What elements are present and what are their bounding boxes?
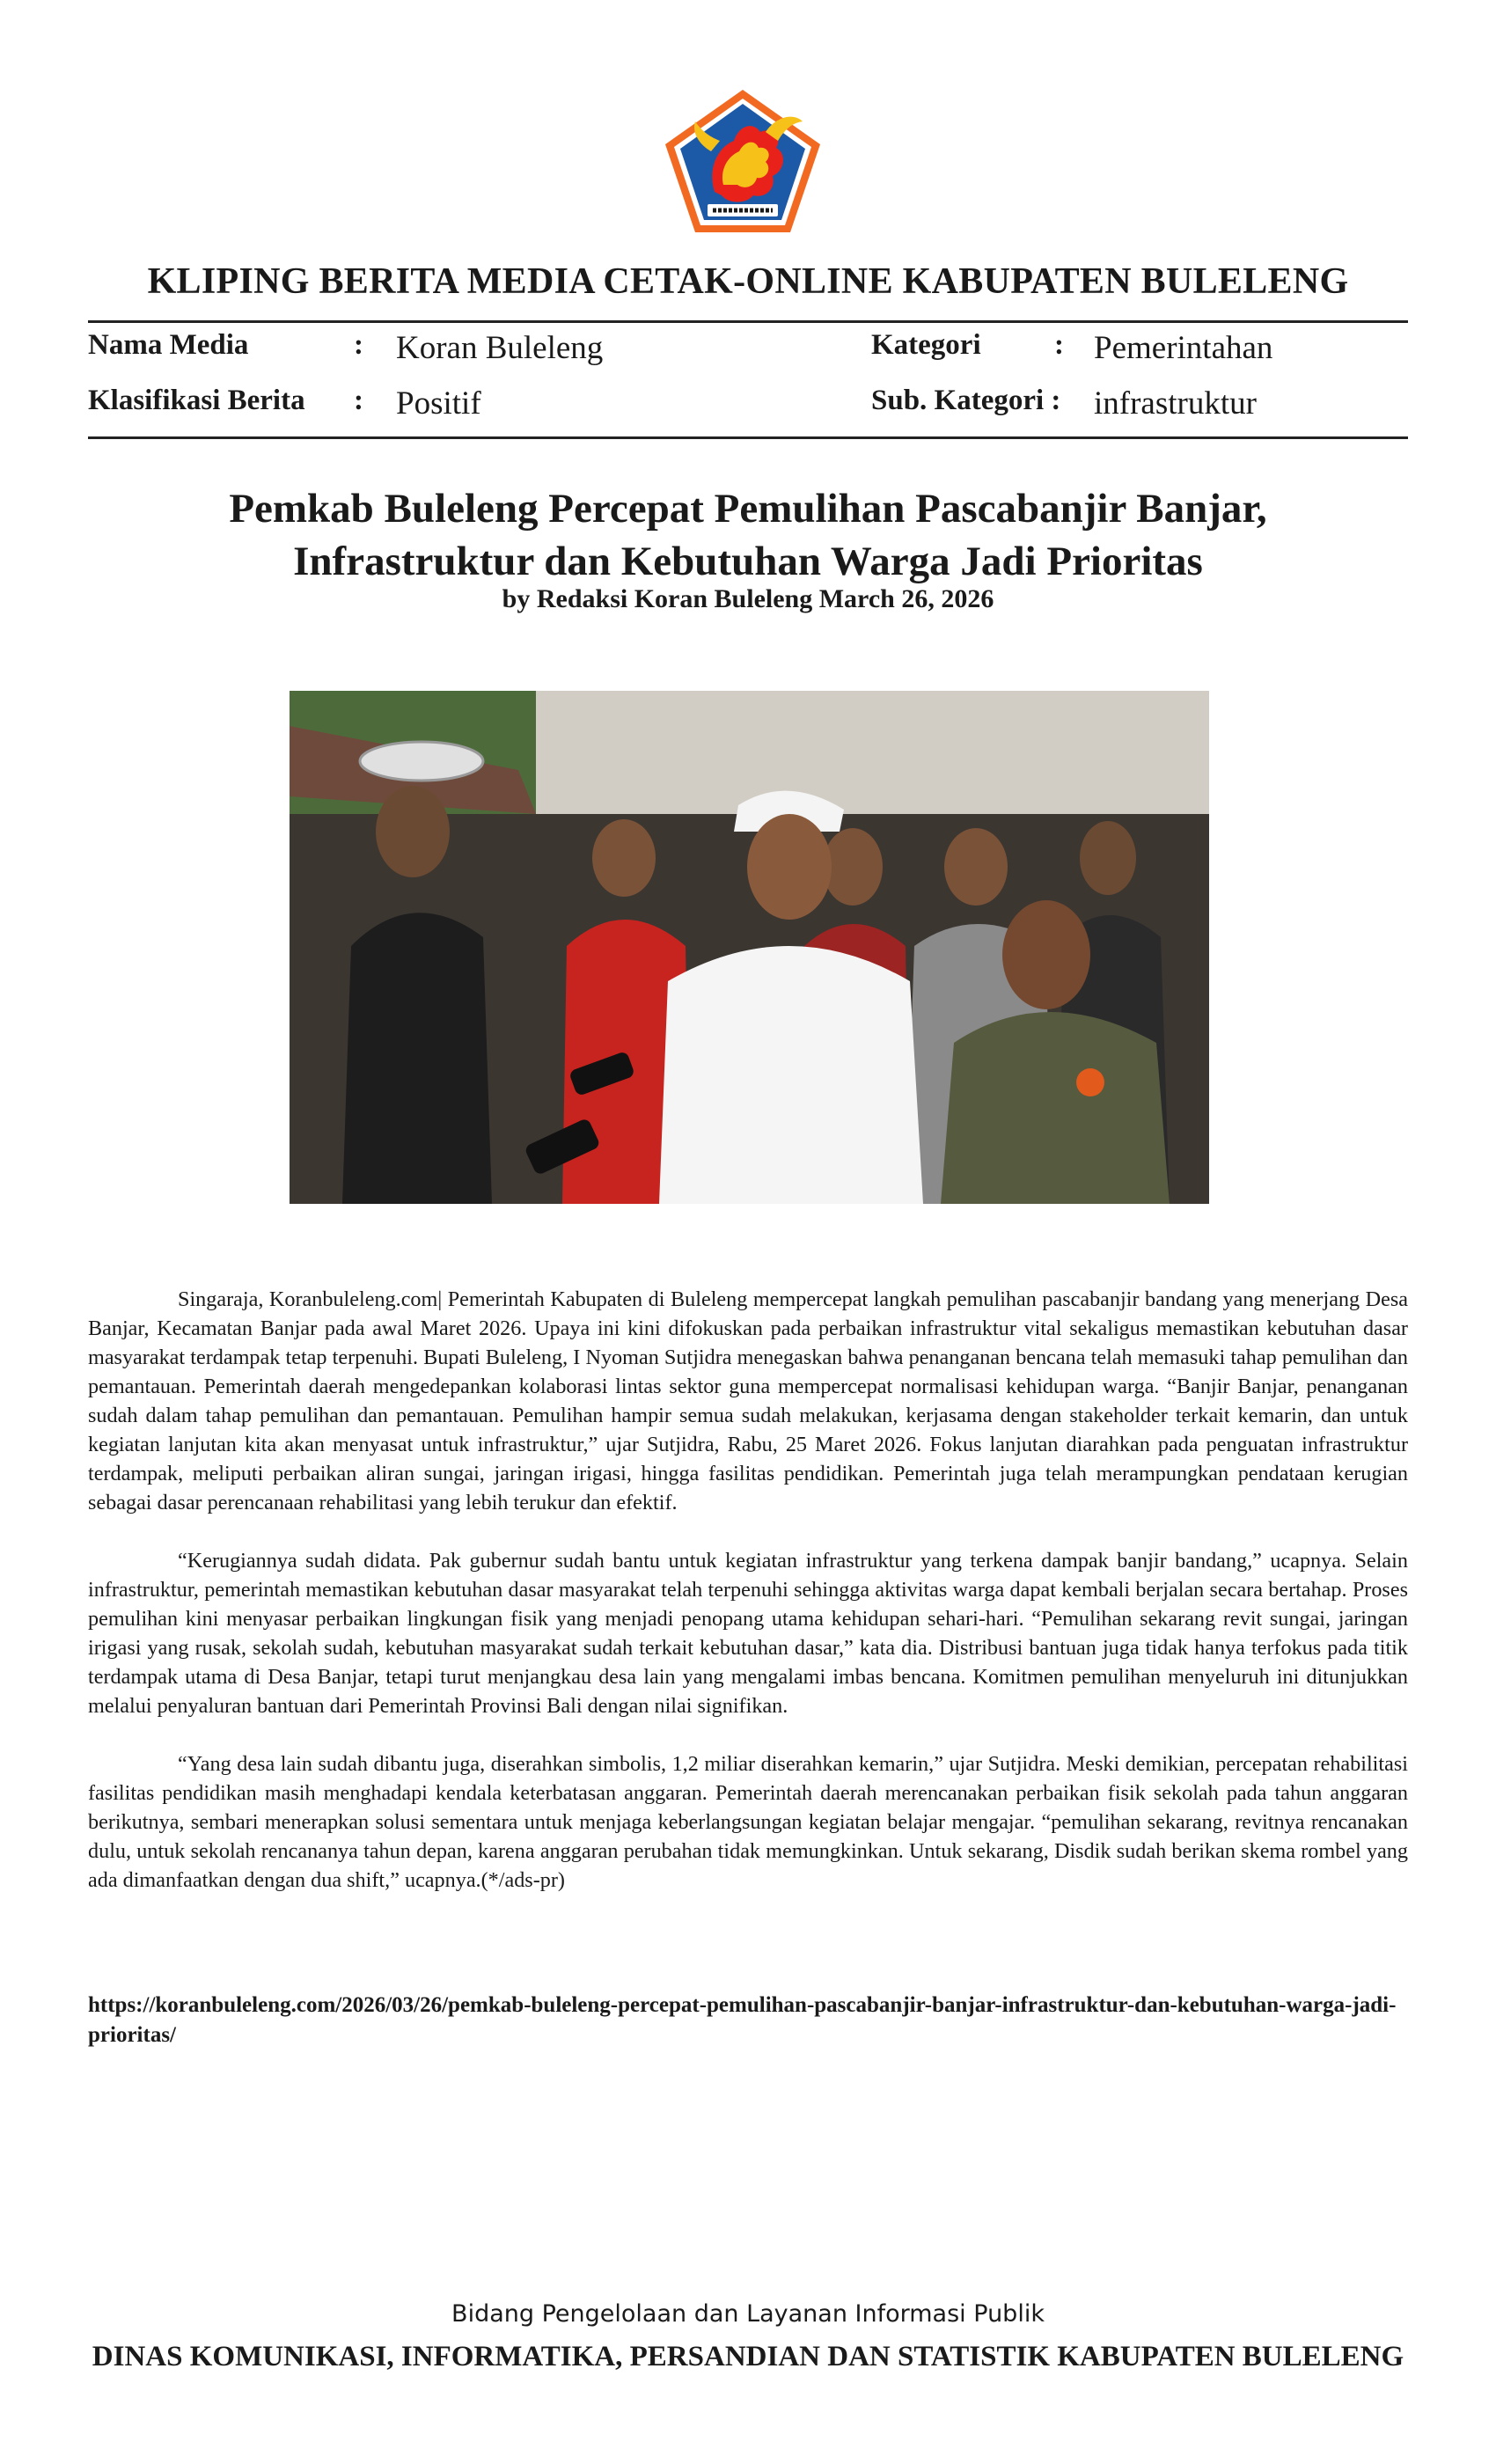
officials-at-flood-site-photo-icon: [290, 691, 1209, 1204]
kategori-colon: :: [1054, 329, 1064, 361]
header-top-divider: [88, 320, 1408, 323]
headline-line-1: Pemkab Buleleng Percepat Pemulihan Pascabanjir Banjar,: [229, 486, 1267, 532]
article-paragraph-1: Singaraja, Koranbuleleng.com| Pemerintah Kabupaten di Buleleng mempercepat langkah pemulihan pascabanjir bandang yang menerjang Desa Banjar, Kecamatan Banjar pada awal Maret 2026. Upaya ini kini difokuskan pada perbaikan infrastruktur vital sekaligus memastikan kebutuhan dasar masyarakat terdampak tetap terpenuhi. Bupati Buleleng, I Nyoman Sutjidra menegaskan bahwa penanganan bencana telah memasuki tahap pemulihan dan pemantauan. Pemerintah daerah mengedepankan kolaborasi lintas sektor guna mempercepat normalisasi kehidupan warga. “Banjir Banjar, penanganan sudah dalam tahap pemulihan dan pemantauan. Pemulihan hampir semua sudah melakukan, kerjasama dengan stakeholder terkait kemarin, dan untuk kegiatan lanjutan kita akan menyasat untuk infrastruktur,” ujar Sutjidra, Rabu, 25 Maret 2026. Fokus lanjutan diarahkan pada penguatan infrastruktur terdampak, meliputi perbaikan aliran sungai, jaringan irigasi, hingga fasilitas pendidikan. Pemerintah juga telah merampungkan pendataan kerugian sebagai dasar perencanaan rehabilitasi yang lebih terukur dan efektif.: [88, 1287, 1408, 1514]
article-paragraph-2: “Kerugiannya sudah didata. Pak gubernur sudah bantu untuk kegiatan infrastruktur yang terkena dampak banjir bandang,” ucapnya. Selain infrastruktur, pemerintah memastikan kebutuhan dasar masyarakat telah terpenuhi sehingga aktivitas warga dapat kembali berjalan secara bertahap. Proses pemulihan kini menyasar perbaikan lingkungan fisik yang menjadi penopang utama kehidupan sehari-hari. “Pemulihan sekarang revit sungai, jaringan irigasi yang rusak, sekolah sudah, kebutuhan masyarakat sudah terkait kebutuhan dasar,” kata dia. Distribusi bantuan juga tidak hanya terfokus pada titik terdampak utama di Desa Banjar, tetapi turut menjangkau desa lain yang mengalami imbas bencana. Komitmen pemulihan menyeluruh ini ditunjukkan melalui penyaluran bantuan dari Pemerintah Provinsi Bali dengan nilai signifikan.: [88, 1549, 1408, 1718]
kategori-label: Kategori: [871, 329, 981, 361]
header-bottom-divider: [88, 436, 1408, 439]
media-value: Koran Buleleng: [396, 330, 604, 366]
media-label: Nama Media: [88, 329, 249, 361]
footer-agency: DINAS KOMUNIKASI, INFORMATIKA, PERSANDIAN DAN STATISTIK KABUPATEN BULELENG: [92, 2341, 1404, 2372]
masthead-title: KLIPING BERITA MEDIA CETAK-ONLINE KABUPATEN BULELENG: [147, 261, 1349, 302]
kategori-value: Pemerintahan: [1094, 330, 1273, 366]
article-byline: by Redaksi Koran Buleleng March 26, 2026: [502, 584, 994, 613]
singa-ambara-raja-logo-icon: [662, 86, 824, 236]
article-paragraph-3: “Yang desa lain sudah dibantu juga, diserahkan simbolis, 1,2 miliar diserahkan kemarin,” ujar Sutjidra. Meski demikian, percepatan rehabilitasi fasilitas pendidikan masih menghadapi kendala keterbatasan anggaran. Pemerintah daerah merencanakan perbaikan fisik sekolah pada tahun anggaran berikutnya, sembari menerapkan solusi sementara untuk menjaga keberlangsungan kegiatan belajar mengajar. “pemulihan sekarang, revitnya rencanakan dulu, untuk sekolah rencananya tahun depan, karena anggaran perubahan tidak memungkinkan. Untuk sekarang, Disdik sudah berikan skema rombel yang ada dimanfaatkan dengan dua shift,” ucapnya.(*/ads-pr): [88, 1752, 1408, 1892]
source-url-link[interactable]: https://koranbuleleng.com/2026/03/26/pemkab-buleleng-percepat-pemulihan-pascabanjir-banjar-infrastruktur-dan-kebutuhan-warga-jadi-prioritas/: [88, 1993, 1397, 2047]
footer-department: Bidang Pengelolaan dan Layanan Informasi Publik: [451, 2300, 1045, 2328]
article-headline: [132, 482, 1364, 588]
headline-line-2: Infrastruktur dan Kebutuhan Warga Jadi Prioritas: [293, 539, 1203, 584]
klasifikasi-colon: :: [354, 385, 363, 416]
klasifikasi-value: Positif: [396, 385, 481, 422]
article-photo: [290, 691, 1209, 1204]
klasifikasi-label: Klasifikasi Berita: [88, 385, 305, 416]
subkategori-value: infrastruktur: [1094, 385, 1257, 422]
article-body: [88, 1285, 1408, 1924]
media-colon: :: [354, 329, 363, 361]
subkategori-label: Sub. Kategori :: [871, 385, 1061, 416]
